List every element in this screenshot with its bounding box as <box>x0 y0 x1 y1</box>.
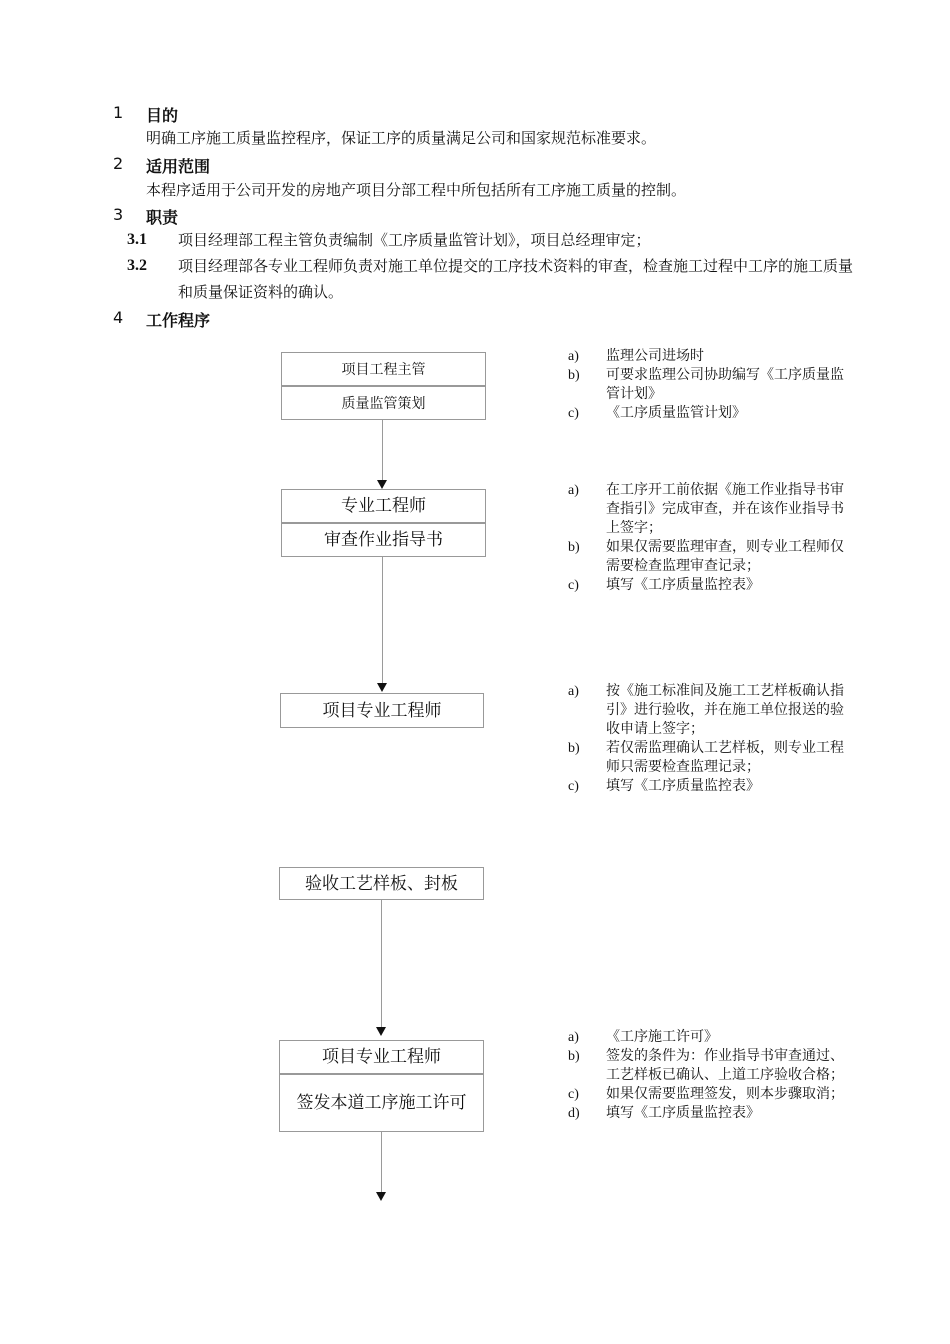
section-1-text: 明确工序施工质量监控程序，保证工序的质量满足公司和国家规范标准要求。 <box>146 129 657 147</box>
notes-step2 <box>568 481 848 595</box>
note-item: b) 签发的条件为：作业指导书审查通过、工艺样板已确认、上道工序验收合格； <box>568 1048 844 1083</box>
arrow-down-icon <box>377 480 387 489</box>
note-item: d) 填写《工序质量监控表》 <box>568 1105 760 1121</box>
notes-step1 <box>568 347 848 423</box>
flow-connector-4 <box>381 900 382 1027</box>
section-1-number: 1 <box>113 103 124 122</box>
note-item: b) 可要求监理公司协助编写《工序质量监管计划》 <box>568 367 844 402</box>
notes-step5 <box>568 1028 848 1123</box>
note-item: a) 监理公司进场时 <box>568 348 704 364</box>
section-1-title: 目的 <box>146 106 179 125</box>
flow-step5-top-box: 项目专业工程师 <box>279 1040 484 1074</box>
note-item: c) 《工序质量监管计划》 <box>568 405 746 421</box>
flow-step2-top-box: 专业工程师 <box>281 489 486 523</box>
note-item: a) 按《施工标准间及施工工艺样板确认指引》进行验收，并在施工单位报送的验收申请上签字； <box>568 683 844 737</box>
note-item: c) 填写《工序质量监控表》 <box>568 577 760 593</box>
note-item: c) 填写《工序质量监控表》 <box>568 778 760 794</box>
arrow-down-icon <box>377 683 387 692</box>
section-4-title: 工作程序 <box>146 311 211 330</box>
note-item: c) 如果仅需要监理签发，则本步骤取消； <box>568 1086 844 1102</box>
note-item: a) 在工序开工前依据《施工作业指导书审查指引》完成审查，并在该作业指导书上签字； <box>568 482 844 536</box>
section-2-text: 本程序适用于公司开发的房地产项目分部工程中所包括所有工序施工质量的控制。 <box>146 181 687 199</box>
flow-connector-2 <box>382 557 383 683</box>
section-4-number: 4 <box>113 308 124 327</box>
note-item: b) 如果仅需要监理审查，则专业工程师仅需要检查监理审查记录； <box>568 539 844 574</box>
flow-step3-box: 项目专业工程师 <box>280 693 484 728</box>
section-2-number: 2 <box>113 154 124 173</box>
flow-connector-1 <box>382 420 383 480</box>
flow-connector-5 <box>381 1132 382 1192</box>
note-item: b) 若仅需监理确认工艺样板，则专业工程师只需要检查监理记录； <box>568 740 844 775</box>
arrow-down-icon <box>376 1027 386 1036</box>
section-3-title: 职责 <box>146 208 179 227</box>
notes-step3 <box>568 682 848 796</box>
item-3-2-number: 3.2 <box>127 257 147 274</box>
section-2-title: 适用范围 <box>146 157 211 176</box>
arrow-down-icon <box>376 1192 386 1201</box>
item-3-2-text: 项目经理部各专业工程师负责对施工单位提交的工序技术资料的审查，检查施工过程中工序的施工质量和质量保证资料的确认。 <box>178 257 854 301</box>
note-item: a) 《工序施工许可》 <box>568 1029 718 1045</box>
item-3-1-text: 项目经理部工程主管负责编制《工序质量监管计划》，项目总经理审定； <box>178 231 651 249</box>
flow-step4-box: 验收工艺样板、封板 <box>279 867 484 900</box>
flow-step1-bottom-box: 质量监管策划 <box>281 386 486 420</box>
flow-step2-bottom-box: 审查作业指导书 <box>281 523 486 557</box>
flow-step5-bottom-box: 签发本道工序施工许可 <box>279 1074 484 1132</box>
section-3-number: 3 <box>113 205 124 224</box>
flow-step1-top-box: 项目工程主管 <box>281 352 486 386</box>
item-3-1-number: 3.1 <box>127 231 147 248</box>
